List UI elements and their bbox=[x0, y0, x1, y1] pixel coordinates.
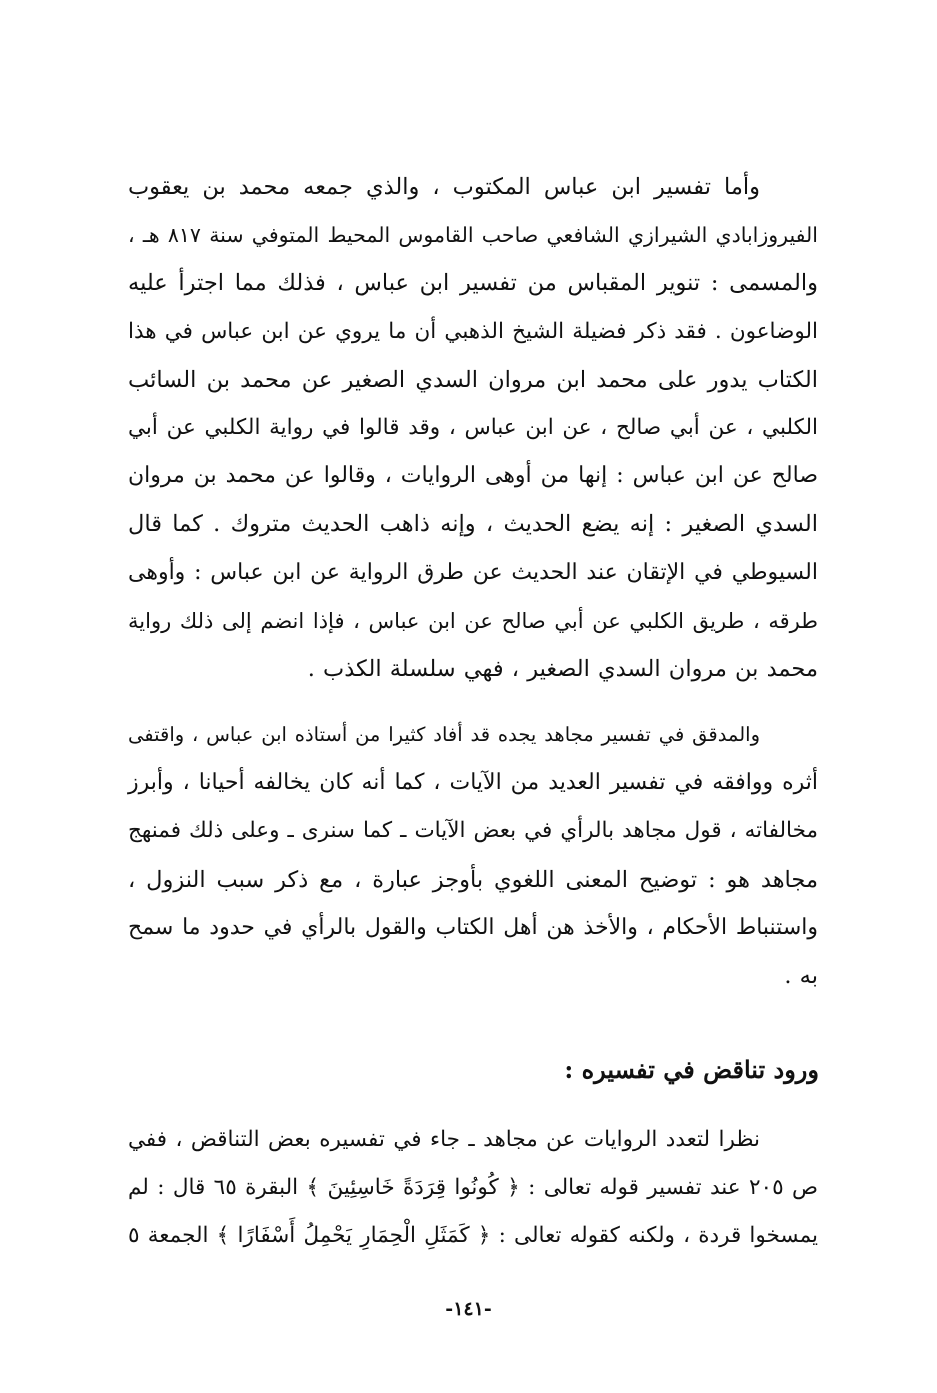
paragraph-line: به . bbox=[784, 963, 818, 990]
paragraph-line: محمد بن مروان السدي الصغير ، فهي سلسلة الكذب . bbox=[307, 656, 818, 683]
paragraph-ibn-abbas-tafsir bbox=[128, 163, 818, 693]
paragraph-contradiction bbox=[128, 1116, 818, 1261]
paragraph-line: ص ٢٠٥ عند تفسير قوله تعالى : ﴿ كُونُوا قِرَدَةً خَاسِئِينَ ﴾ البقرة ٦٥ قال : لم bbox=[128, 1175, 818, 1201]
paragraph-line: يمسخوا قردة ، ولكنه كقوله تعالى : ﴿ كَمَثَلِ الْحِمَارِ يَحْمِلُ أَسْفَارًا ﴾ الجمعة ٥ bbox=[128, 1223, 818, 1249]
paragraph-line: الكلبي ، عن أبي صالح ، عن ابن عباس ، وقد قالوا في رواية الكلبي عن أبي bbox=[128, 415, 818, 441]
paragraph-line: مخالفاته ، قول مجاهد بالرأي في بعض الآيات ـ كما سنرى ـ وعلى ذلك فمنهج bbox=[128, 818, 818, 844]
section-heading: ورود تناقض في تفسيره : bbox=[564, 1055, 819, 1084]
paragraph-line: صالح عن ابن عباس : إنها من أوهى الروايات ، وقالوا عن محمد بن مروان bbox=[128, 463, 818, 489]
paragraph-line: الفيروزابادي الشيرازي الشافعي صاحب القاموس المحيط المتوفي سنة ٨١٧ هـ ، bbox=[128, 223, 818, 248]
paragraph-line: السدي الصغير : إنه يضع الحديث ، وإنه ذاهب الحديث متروك . كما قال bbox=[128, 511, 818, 538]
paragraph-line: السيوطي في الإتقان عند الحديث عن طرق الرواية عن ابن عباس : وأوهى bbox=[128, 559, 818, 585]
paragraph-line: نظرا لتعدد الروايات عن مجاهد ـ جاء في تفسيره بعض التناقض ، ففي bbox=[128, 1127, 760, 1152]
paragraph-line: أثره ووافقه في تفسير العديد من الآيات ، كما أنه كان يخالفه أحيانا ، وأبرز bbox=[128, 770, 818, 796]
paragraph-line: مجاهد هو : توضيح المعنى اللغوي بأوجز عبارة ، مع ذكر سبب النزول ، bbox=[128, 866, 818, 893]
paragraph-line: والمسمى : تنوير المقباس من تفسير ابن عباس ، فذلك مما اجترأ عليه bbox=[128, 270, 818, 297]
paragraph-line: الوضاعون . فقد ذكر فضيلة الشيخ الذهبي أن ما يروي عن ابن عباس في هذا bbox=[128, 318, 818, 344]
paragraph-line: طرقه ، طريق الكلبي عن أبي صالح عن ابن عباس ، فإذا انضم إلى ذلك رواية bbox=[128, 608, 818, 633]
paragraph-mujahid-method bbox=[128, 711, 818, 1000]
paragraph-line: الكتاب يدور على محمد ابن مروان السدي الصغير عن محمد بن السائب bbox=[128, 366, 818, 393]
paragraph-line: واستنباط الأحكام ، والأخذ هن أهل الكتاب والقول بالرأي في حدود ما سمح bbox=[128, 914, 818, 940]
paragraph-line: وأما تفسير ابن عباس المكتوب ، والذي جمعه محمد بن يعقوب bbox=[128, 174, 760, 200]
paragraph-line: والمدقق في تفسير مجاهد يجده قد أفاد كثيرا من أستاذه ابن عباس ، واقتفى bbox=[128, 723, 760, 746]
page-number: -١٤١- bbox=[445, 1298, 492, 1320]
